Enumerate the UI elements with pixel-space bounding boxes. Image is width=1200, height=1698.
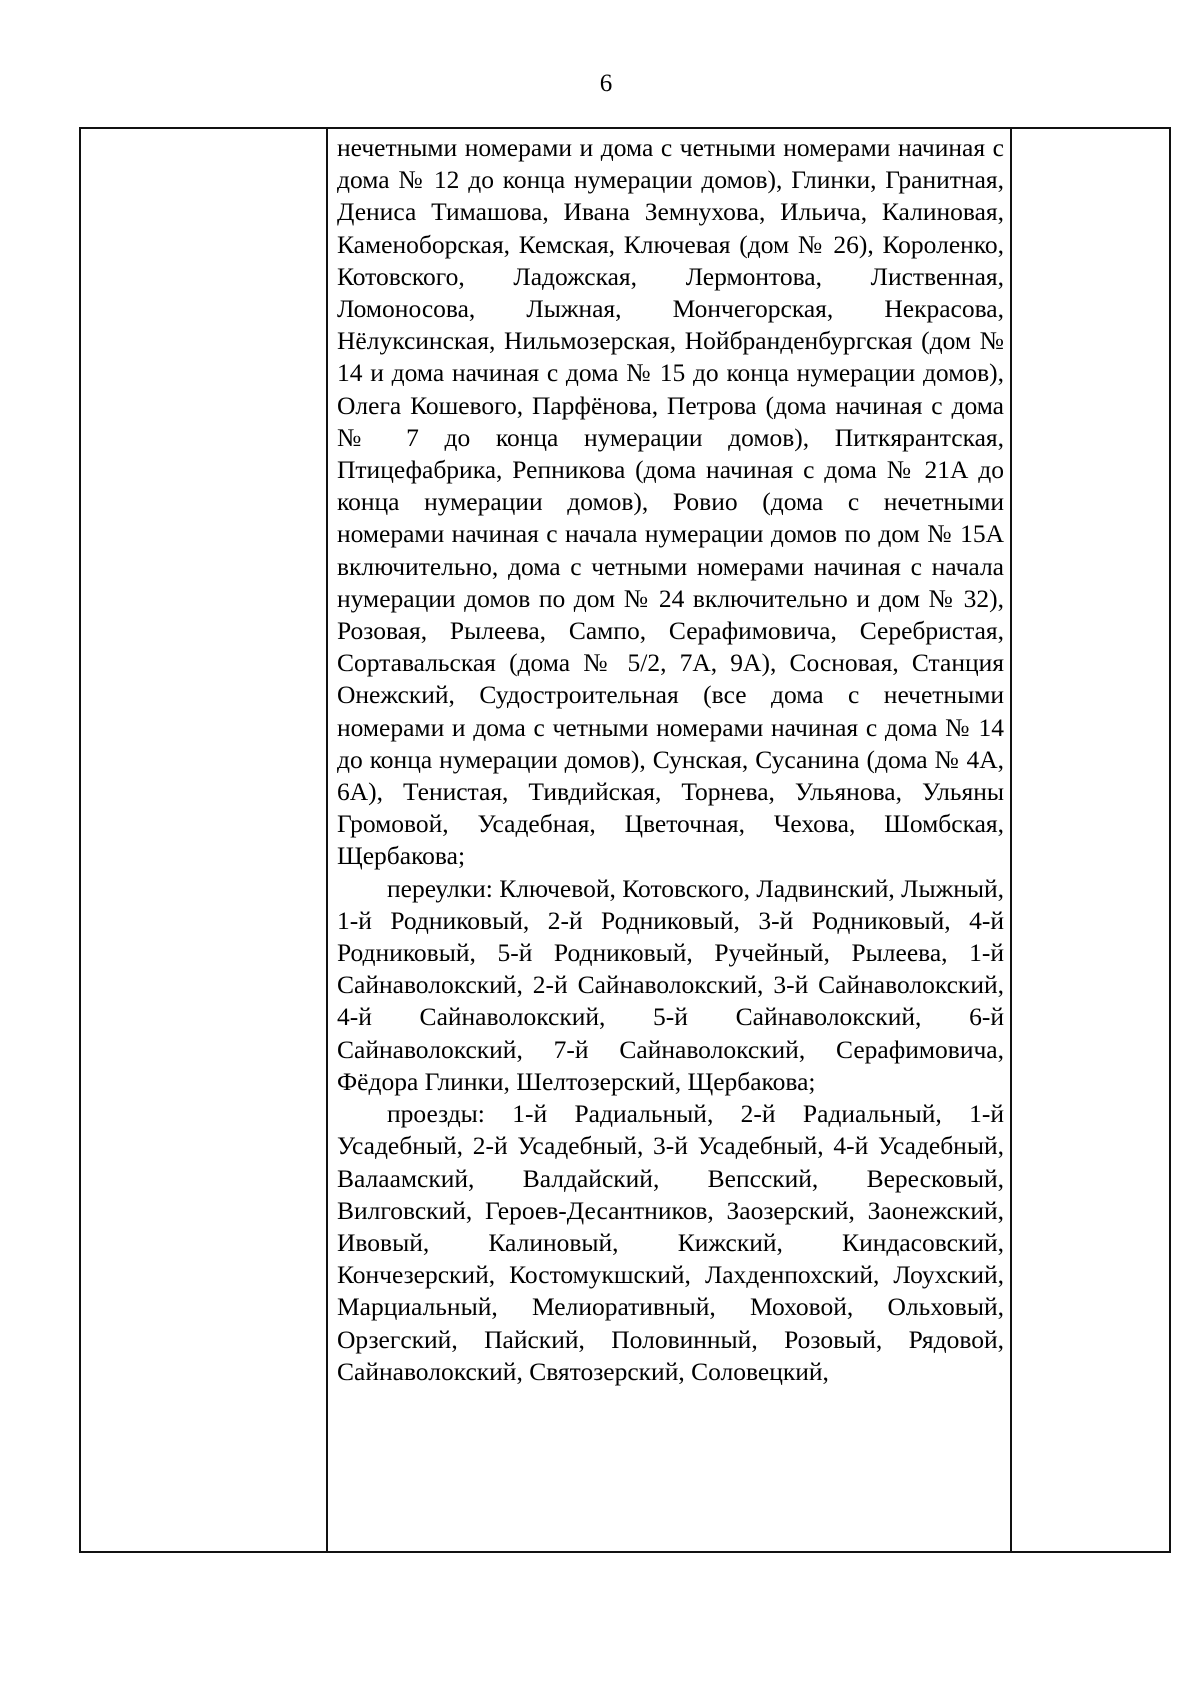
table-cell-middle: [327, 128, 1011, 1552]
lanes-paragraph: переулки: Ключевой, Котовского, Ладвинский, Лыжный, 1-й Родниковый, 2-й Родниковый, 3-й Родниковый, 4-й Родниковый, 5-й Родниковый, Ручейный, Рылеева, 1-й Сайнаволокский, 2-й Сайнаволокский, 3-й Сайнаволокский, 4-й Сайнаволокский, 5-й Сайнаволокский, 6-й Сайнаволокский, 7-й Сайнаволокский, Серафимовича, Фёдора Глинки, Шелтозерский, Щербакова;: [337, 873, 1004, 1096]
table-cell-right: [1011, 128, 1170, 1552]
table-row: [80, 128, 1170, 1552]
passages-paragraph: проезды: 1-й Радиальный, 2-й Радиальный, 1-й Усадебный, 2-й Усадебный, 3-й Усадебный, 4-й Усадебный, Валаамский, Валдайский, Вепсский, Вересковый, Вилговский, Героев-Десантников, Заозерский, Заонежский, Ивовый, Калиновый, Кижский, Киндасовский, Кончезерский, Костомукшский, Лахденпохский, Лоухский, Марциальный, Мелиоративный, Моховой, Ольховый, Орзегский, Пайский, Половинный, Розовый, Рядовой, Сайнаволокский, Святозерский, Соловецкий,: [337, 1099, 1004, 1386]
page-number: 6: [599, 70, 613, 97]
streets-paragraph: нечетными номерами и дома с четными номерами начиная с дома № 12 до конца нумерации домов), Глинки, Гранитная, Дениса Тимашова, Ивана Земнухова, Ильича, Калиновая, Каменоборская, Кемская, Ключевая (дом № 26), Короленко, Котовского, Ладожская, Лермонтова, Лиственная, Ломоносова, Лыжная, Мончегорская, Некрасова, Нёлуксинская, Нильмозерская, Нойбранденбургская (дом № 14 и дома начиная с дома № 15 до конца нумерации домов), Олега Кошевого, Парфёнова, Петрова (дома начиная с дома № 7 до конца нумерации домов), Питкярантская, Птицефабрика, Репникова (дома начиная с дома № 21А до конца нумерации домов), Ровио (дома с нечетными номерами начиная с начала нумерации домов по дом № 15А включительно, дома с четными номерами начиная с начала нумерации домов по дом № 24 включительно и дом № 32), Розовая, Рылеева, Сампо, Серафимовича, Серебристая, Сортавальская (дома № 5/2, 7А, 9А), Сосновая, Станция Онежский, Судостроительная (все дома с нечетными номерами и дома с четными номерами начиная с дома № 14 до конца нумерации домов), Сунская, Сусанина (дома № 4А, 6А), Тенистая, Тивдийская, Торнева, Ульянова, Ульяны Громовой, Усадебная, Цветочная, Чехова, Шомбская, Щербакова;: [337, 133, 1004, 871]
middle-cell-content: [328, 129, 1010, 1388]
table-cell-left: [80, 128, 327, 1552]
document-table: [79, 127, 1171, 1553]
